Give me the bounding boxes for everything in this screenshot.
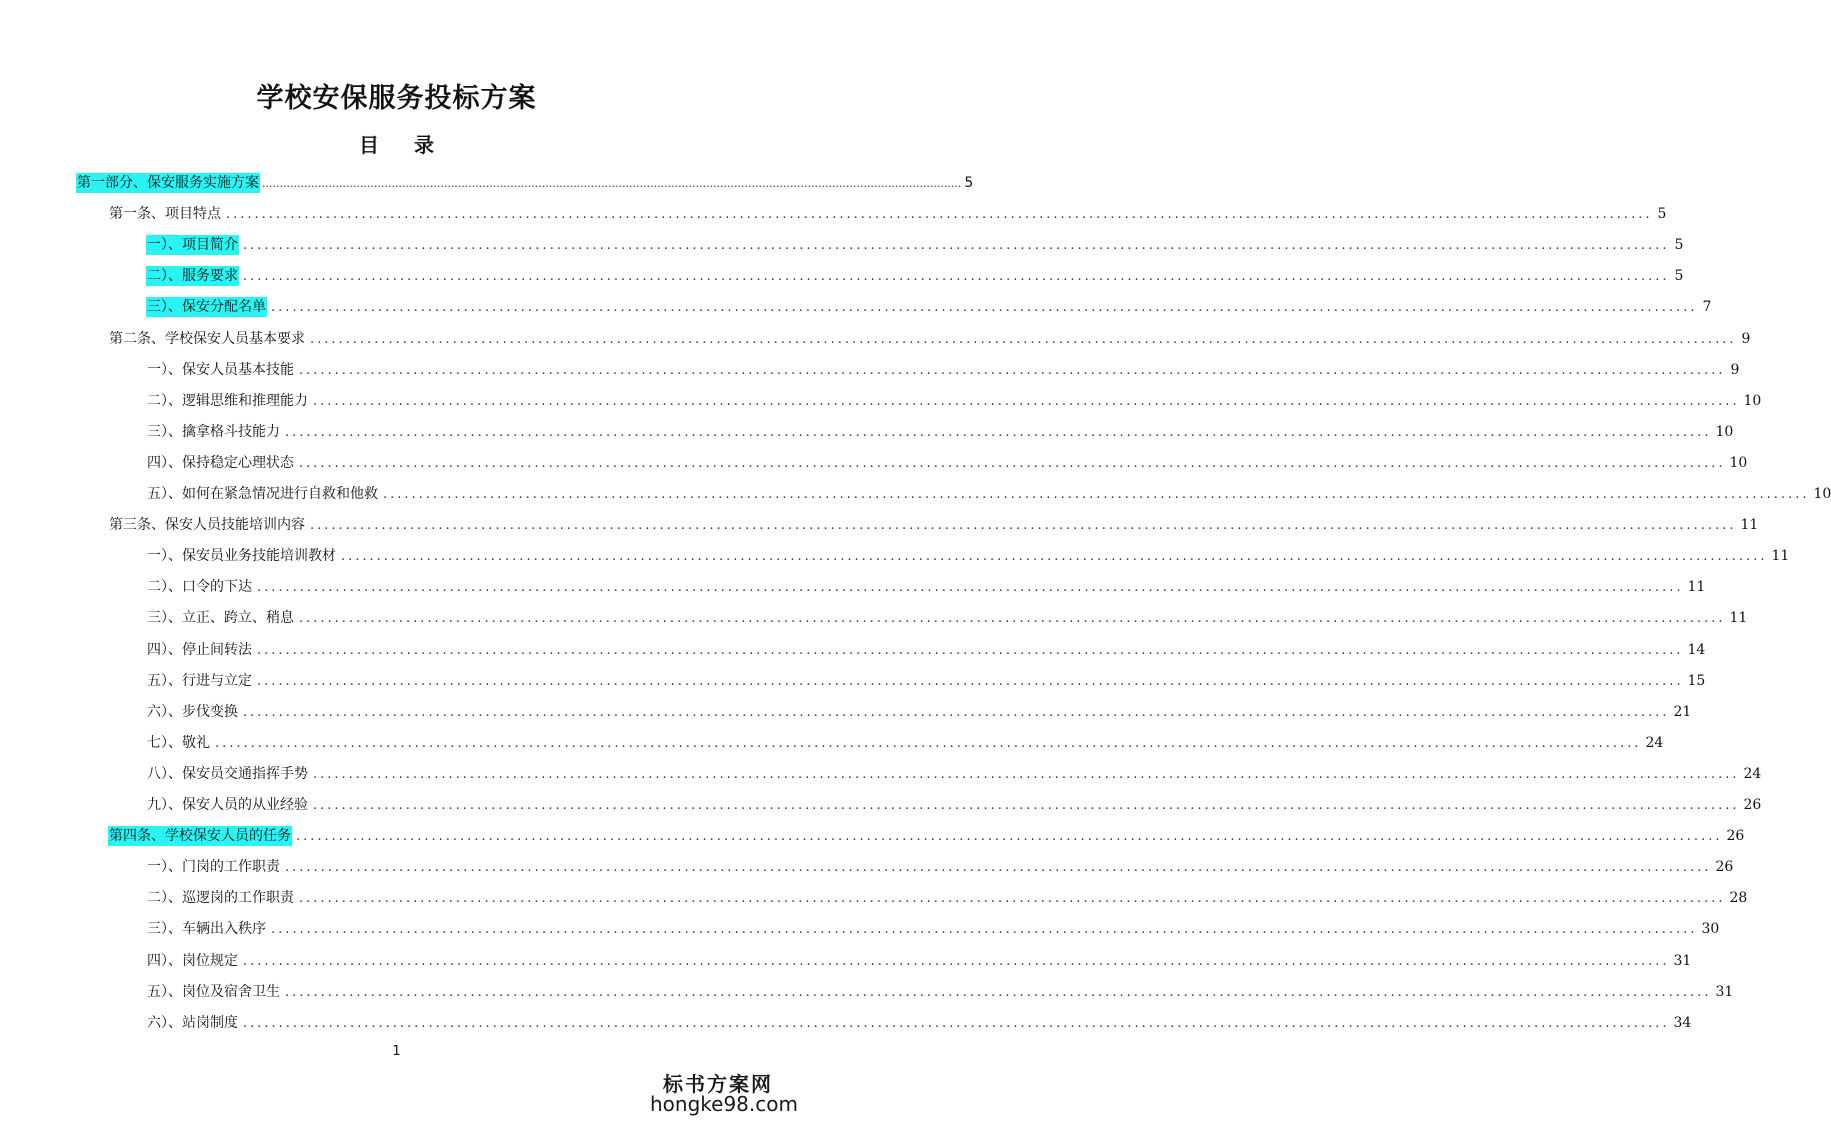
toc-leader-dots: ........................................................................................................................................................................................................ bbox=[243, 704, 1670, 720]
toc-entry[interactable] bbox=[146, 729, 1664, 753]
toc-leader-dots: ........................................................................................................................................................................................................ bbox=[285, 424, 1712, 440]
toc-leader-dots: ........................................................................................................................................................................................................ bbox=[262, 177, 962, 190]
toc-entry[interactable] bbox=[146, 884, 1748, 908]
toc-entry[interactable] bbox=[108, 511, 1759, 535]
toc-entry-page: 9 bbox=[1741, 330, 1751, 347]
toc-entry[interactable] bbox=[146, 293, 1712, 317]
toc-leader-dots: ........................................................................................................................................................................................................ bbox=[257, 580, 1684, 596]
toc-entry-label: 八）、保安员交通指挥手势 bbox=[147, 765, 308, 782]
toc-entry-page: 26 bbox=[1743, 797, 1762, 813]
toc-leader-dots: ........................................................................................................................................................................................................ bbox=[257, 642, 1684, 658]
toc-entry-label: 二）、逻辑思维和推理能力 bbox=[147, 392, 308, 409]
toc-leader-dots: ........................................................................................................................................................................................................ bbox=[313, 766, 1740, 782]
toc-entry-label: 一）、保安员业务技能培训教材 bbox=[147, 548, 336, 565]
toc-entry-label: 三）、擒拿格斗技能力 bbox=[147, 423, 280, 440]
toc-entry-page: 10 bbox=[1729, 454, 1748, 471]
toc-entry-label: 九）、保安人员的从业经验 bbox=[147, 797, 308, 813]
toc-leader-dots: ........................................................................................................................................................................................................ bbox=[299, 891, 1726, 907]
toc-entry-page: 26 bbox=[1726, 828, 1745, 845]
toc-entry[interactable] bbox=[146, 542, 1790, 566]
toc-entry-label: 四）、停止间转法 bbox=[147, 641, 252, 658]
toc-entry-label: 三）、车辆出入秩序 bbox=[147, 921, 266, 938]
toc-entry-page: 10 bbox=[1715, 423, 1734, 440]
toc-entry[interactable] bbox=[146, 604, 1748, 628]
toc-entry-page: 15 bbox=[1687, 672, 1706, 689]
toc-heading: 目 录 bbox=[359, 133, 448, 157]
toc-entry-label: 一）、保安人员基本技能 bbox=[147, 361, 294, 378]
toc-entry-page: 24 bbox=[1743, 765, 1762, 782]
watermark-url: hongke98.com bbox=[650, 1092, 798, 1116]
toc-leader-dots: ........................................................................................................................................................................................................ bbox=[299, 611, 1726, 627]
toc-entry[interactable] bbox=[146, 760, 1762, 784]
toc-leader-dots: ........................................................................................................................................................................................................ bbox=[296, 829, 1723, 845]
toc-leader-dots: ........................................................................................................................................................................................................ bbox=[299, 455, 1726, 471]
toc-entry-label: 七）、敬礼 bbox=[147, 734, 210, 751]
toc-entry-page: 21 bbox=[1673, 703, 1692, 720]
toc-entry-label: 二）、巡逻岗的工作职责 bbox=[147, 890, 294, 907]
toc-leader-dots: ........................................................................................................................................................................................................ bbox=[215, 735, 1642, 751]
toc-leader-dots: ........................................................................................................................................................................................................ bbox=[271, 922, 1698, 938]
toc-entry[interactable] bbox=[146, 978, 1734, 1002]
page-number: 1 bbox=[392, 1044, 401, 1059]
toc-entry[interactable] bbox=[108, 822, 1745, 846]
toc-entry-page: 26 bbox=[1715, 859, 1734, 876]
toc-leader-dots: ........................................................................................................................................................................................................ bbox=[257, 673, 1684, 689]
toc-entry-label: 五）、如何在紧急情况进行自救和他救 bbox=[147, 486, 378, 502]
toc-entry[interactable] bbox=[146, 262, 1684, 286]
toc-leader-dots: ........................................................................................................................................................................................................ bbox=[226, 207, 1653, 223]
toc-entry-label: 第二条、学校保安人员基本要求 bbox=[109, 330, 305, 347]
toc-entry[interactable] bbox=[146, 667, 1706, 691]
toc-entry-page: 5 bbox=[1674, 237, 1684, 254]
toc-entry-label: 四）、岗位规定 bbox=[147, 952, 238, 969]
toc-entry-page: 5 bbox=[1674, 268, 1684, 285]
toc-entry-label: 第一部分、保安服务实施方案 bbox=[77, 175, 259, 191]
toc-entry-label: 第四条、学校保安人员的任务 bbox=[109, 828, 291, 845]
toc-entry-page: 11 bbox=[1729, 610, 1748, 627]
toc-entry-page: 10 bbox=[1743, 392, 1762, 409]
toc-leader-dots: ........................................................................................................................................................................................................ bbox=[310, 518, 1737, 534]
toc-entry-label: 第三条、保安人员技能培训内容 bbox=[109, 517, 305, 534]
toc-leader-dots: ........................................................................................................................................................................................................ bbox=[313, 393, 1740, 409]
toc-entry-label: 五）、行进与立定 bbox=[147, 672, 252, 689]
toc-entry[interactable] bbox=[146, 573, 1706, 597]
toc-entry[interactable] bbox=[146, 1009, 1692, 1033]
toc-entry-label: 四）、保持稳定心理状态 bbox=[147, 454, 294, 471]
toc-entry[interactable] bbox=[108, 325, 1751, 349]
toc-leader-dots: ........................................................................................................................................................................................................ bbox=[285, 860, 1712, 876]
toc-leader-dots: ........................................................................................................................................................................................................ bbox=[243, 238, 1670, 254]
toc-entry-page: 24 bbox=[1645, 734, 1664, 751]
toc-leader-dots: ........................................................................................................................................................................................................ bbox=[310, 331, 1737, 347]
toc-entry-label: 二）、服务要求 bbox=[147, 268, 238, 285]
toc-entry-page: 5 bbox=[1657, 206, 1667, 223]
toc-entry-label: 六）、步伐变换 bbox=[147, 703, 238, 720]
toc-entry-page: 31 bbox=[1673, 952, 1692, 969]
toc-entry[interactable] bbox=[146, 698, 1692, 722]
toc-entry-page: 30 bbox=[1701, 921, 1720, 938]
toc-entry[interactable] bbox=[146, 231, 1684, 255]
toc-leader-dots: ........................................................................................................................................................................................................ bbox=[299, 362, 1726, 378]
toc-entry[interactable] bbox=[146, 480, 1831, 504]
toc-entry-page: 5 bbox=[964, 175, 974, 191]
toc-entry[interactable] bbox=[146, 449, 1748, 473]
toc-entry[interactable] bbox=[146, 387, 1762, 411]
toc-leader-dots: ........................................................................................................................................................................................................ bbox=[243, 953, 1670, 969]
toc-entry-page: 11 bbox=[1771, 548, 1790, 565]
toc-entry[interactable] bbox=[146, 915, 1720, 939]
toc-entry-label: 五）、岗位及宿舍卫生 bbox=[147, 983, 280, 1000]
toc-entry-page: 9 bbox=[1730, 361, 1740, 378]
toc-entry[interactable] bbox=[108, 200, 1667, 224]
toc-entry-label: 六）、站岗制度 bbox=[147, 1014, 238, 1031]
toc-entry-page: 7 bbox=[1702, 299, 1712, 316]
toc-entry-label: 第一条、项目特点 bbox=[109, 206, 221, 223]
watermark-chinese: 标书方案网 bbox=[663, 1072, 773, 1096]
toc-entry-label: 一）、项目简介 bbox=[147, 237, 238, 254]
toc-leader-dots: ........................................................................................................................................................................................................ bbox=[285, 984, 1712, 1000]
toc-leader-dots: ........................................................................................................................................................................................................ bbox=[341, 549, 1768, 565]
document-title: 学校安保服务投标方案 bbox=[256, 83, 537, 114]
toc-leader-dots: ........................................................................................................................................................................................................ bbox=[243, 1015, 1670, 1031]
toc-entry-page: 34 bbox=[1673, 1014, 1692, 1031]
toc-leader-dots: ........................................................................................................................................................................................................ bbox=[313, 798, 1740, 813]
toc-entry[interactable] bbox=[146, 853, 1734, 877]
toc-entry[interactable] bbox=[146, 418, 1734, 442]
toc-entry[interactable] bbox=[146, 791, 1762, 815]
toc-entry-page: 11 bbox=[1687, 579, 1706, 596]
toc-entry[interactable] bbox=[76, 169, 974, 193]
toc-leader-dots: ........................................................................................................................................................................................................ bbox=[243, 269, 1670, 285]
toc-entry[interactable] bbox=[146, 947, 1692, 971]
toc-entry-page: 14 bbox=[1687, 641, 1706, 658]
toc-leader-dots: ........................................................................................................................................................................................................ bbox=[271, 300, 1698, 316]
toc-entry[interactable] bbox=[146, 636, 1706, 660]
toc-entry-page: 10 bbox=[1813, 486, 1831, 502]
toc-entry-label: 一）、门岗的工作职责 bbox=[147, 859, 280, 876]
toc-entry-page: 28 bbox=[1729, 890, 1748, 907]
toc-entry-label: 二）、口令的下达 bbox=[147, 579, 252, 596]
toc-entry-page: 31 bbox=[1715, 983, 1734, 1000]
toc-leader-dots: ........................................................................................................................................................................................................ bbox=[383, 487, 1810, 502]
toc-entry-label: 三）、保安分配名单 bbox=[147, 299, 266, 316]
toc-entry-page: 11 bbox=[1740, 517, 1759, 534]
toc-entry-label: 三）、立正、跨立、稍息 bbox=[147, 610, 294, 627]
toc-entry[interactable] bbox=[146, 356, 1740, 380]
